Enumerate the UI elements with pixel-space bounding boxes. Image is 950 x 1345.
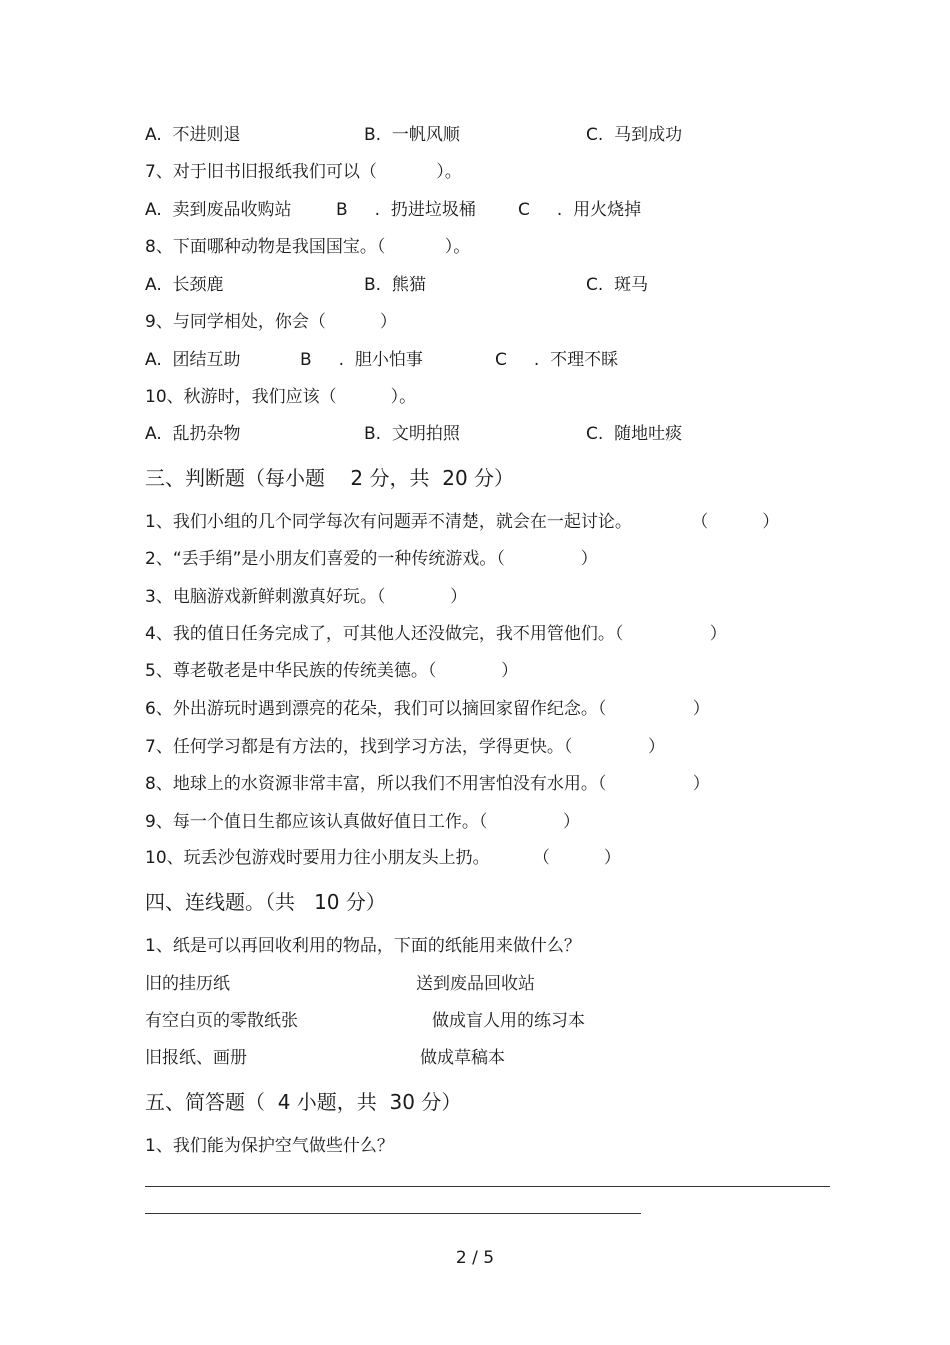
section-4-title: 四、连线题。（共 10 分）: [145, 890, 386, 914]
answer-line: [145, 1186, 830, 1187]
judge-item: 4、我的值日任务完成了，可其他人还没做完，我不用管他们。（ ）: [145, 624, 727, 644]
judge-item: 8、地球上的水资源非常丰富，所以我们不用害怕没有水用。（ ）: [145, 774, 710, 794]
section-3-title: 三、判断题（每小题 2 分，共 20 分）: [145, 466, 515, 490]
question-8: 8、下面哪种动物是我国国宝。（ ）。: [145, 237, 471, 257]
q9-option-c: C . 不理不睬: [495, 350, 619, 370]
section-5-title: 五、简答题（ 4 小题，共 30 分）: [145, 1090, 462, 1114]
q7-option-a: A. 卖到废品收购站: [145, 200, 292, 220]
q7-option-c: C . 用火烧掉: [518, 200, 642, 220]
q10-option-a: A. 乱扔杂物: [145, 424, 241, 444]
q7-option-b: B . 扔进垃圾桶: [336, 200, 476, 220]
q6-option-a: A. 不进则退: [145, 125, 241, 145]
judge-item: 2、“丢手绢”是小朋友们喜爱的一种传统游戏。（ ）: [145, 549, 598, 569]
page-number: 2 / 5: [455, 1248, 495, 1268]
question-10: 10、秋游时，我们应该（ ）。: [145, 387, 417, 407]
q6-option-b: B. 一帆风顺: [364, 125, 460, 145]
answer-line: [145, 1213, 641, 1214]
judge-item: 1、我们小组的几个同学每次有问题弄不清楚，就会在一起讨论。 （ ）: [145, 512, 780, 532]
q9-option-a: A. 团结互助: [145, 350, 241, 370]
matching-left-item: 有空白页的零散纸张: [145, 1011, 298, 1031]
judge-item: 6、外出游玩时遇到漂亮的花朵，我们可以摘回家留作纪念。（ ）: [145, 699, 710, 719]
q10-option-c: C. 随地吐痰: [586, 424, 683, 444]
matching-left-item: 旧的挂历纸: [145, 974, 230, 994]
matching-left-item: 旧报纸、画册: [145, 1048, 247, 1068]
judge-item: 7、任何学习都是有方法的，找到学习方法，学得更快。（ ）: [145, 737, 665, 757]
question-7: 7、对于旧书旧报纸我们可以（ ）。: [145, 162, 462, 182]
q9-option-b: B . 胆小怕事: [300, 350, 423, 370]
matching-question: 1、纸是可以再回收利用的物品，下面的纸能用来做什么？: [145, 936, 581, 956]
matching-right-item: 做成盲人用的练习本: [432, 1011, 585, 1031]
matching-right-item: 送到废品回收站: [416, 974, 535, 994]
judge-item: 5、尊老敬老是中华民族的传统美德。（ ）: [145, 661, 519, 681]
q10-option-b: B. 文明拍照: [364, 424, 460, 444]
judge-item: 10、玩丢沙包游戏时要用力往小朋友头上扔。 （ ）: [145, 848, 621, 868]
judge-item: 3、电脑游戏新鲜刺激真好玩。（ ）: [145, 587, 468, 607]
question-9: 9、与同学相处，你会（ ）: [145, 312, 397, 332]
judge-item: 9、每一个值日生都应该认真做好值日工作。（ ）: [145, 812, 580, 832]
q8-option-b: B. 熊猫: [364, 275, 426, 295]
q6-option-c: C. 马到成功: [586, 125, 683, 145]
q8-option-c: C. 斑马: [586, 275, 649, 295]
matching-right-item: 做成草稿本: [420, 1048, 505, 1068]
q8-option-a: A. 长颈鹿: [145, 275, 224, 295]
short-answer-question: 1、我们能为保护空气做些什么？: [145, 1136, 394, 1156]
